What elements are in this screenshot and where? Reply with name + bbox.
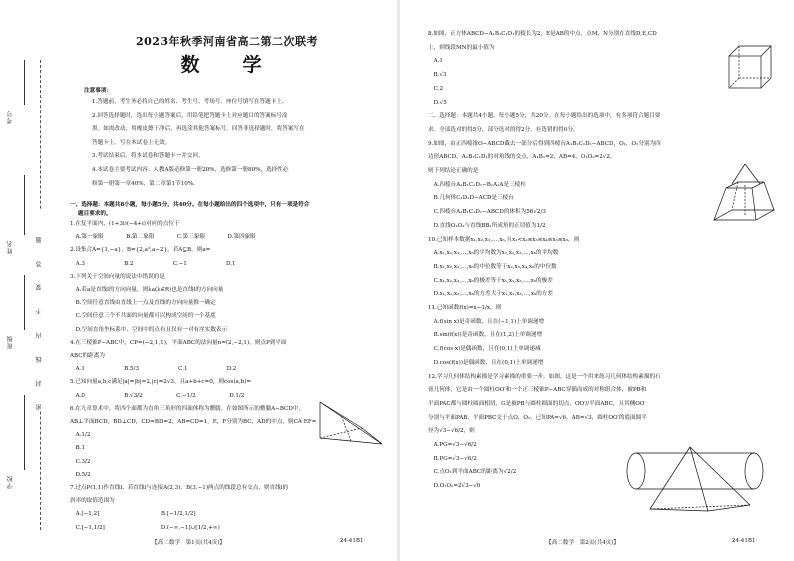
text-line: 分别与平面PAB，平面PBC交于点O，O₂，已知PA=√6，AB=√3，圆柱OO′的底面圆半 [428,414,647,421]
cube-figure [726,40,774,92]
text-line: 1.答题前，考生务必将自己的姓名、考生号、考场号、座位号填写在答题卡上。 [92,99,288,105]
text-line: 12.学习几何体结构素描是学习素描的重要一步。如图，这是一个用来练习几何体结构素描的石 [428,373,661,380]
text-line: D.O₁O₂=2√3−√6 [428,483,481,490]
text-line: B.几何体C₁D₁D−ACD是三棱台 [428,195,514,202]
frustum-figure [712,162,778,232]
text-line: 修第一册第一章40%，第二章第1节10%。 [92,180,199,187]
footer-code-left: ·24-41B1· [338,538,366,544]
text-line: B.√3 [428,72,447,79]
text-line: B.空间任意直线由直线上一点及直线的方向向量惟一确定 [70,300,216,307]
footer-page-right: 【高二数学 第2页(共4页)】 [546,540,620,546]
text-line: 黑。如需改动，用橡皮擦干净后，再选涂其他答案标号。回答非选择题时，将答案写在 [92,126,305,133]
text-line: A.3 B.2 C.−1 D.1 [70,260,236,267]
text-line: A.1 [428,58,443,65]
notes-heading: 注意事项： [84,88,112,94]
text-line: A.1 B.5/3 C.1 D.2 [70,366,237,373]
text-line: 边形ABCD，A₁B₁C₁D₁的对角线的交点，A₁B₁=2，AB=4，O₁O₂=2√2， [428,154,616,161]
text-line: 10.已知样本数据x₁,x₂,x₃,…,x₆,且x₁<x₂≤x₃≤x₄≤x₅≤x₆，则 [428,236,580,243]
text-line: C.[−1,1/2] D.(−∞,−1]∪[1/2,+∞) [70,524,220,531]
text-line: D.√5 [428,99,447,106]
text-line: B.1 [70,445,86,452]
text-line: 3.下列关于空间向量的说法中错误的是 [70,273,165,280]
text-line: 2.设集合A={1,−a}，B={2,a²,a−2}，若A⊆B，则a= [70,247,211,254]
section1-heading: 一、选择题：本题共8小题，每小题5分，共40分。在每小题给出的四个选项中，只有一项是符合 [70,202,310,208]
class-label: 班级 [7,335,14,349]
text-line: ABC的距离为 [70,353,105,359]
exam-no-label: 考号 [7,110,14,124]
text-line: 斜率的取值范围为 [70,498,115,505]
tetrahedron-figure [312,398,390,450]
text-line: 3.考试结束后，将本试卷和答题卡一并交回。 [92,153,204,160]
text-line: B.sin(f(x))是奇函数，且在(1,2)上单调递增 [428,332,543,339]
text-line: 膏几何体，它是由一个圆柱OO′和一个正三棱锥P−ABC穿插而成的对称组合体，被PB和 [428,387,647,394]
text-line: C.2 [428,85,444,92]
text-line: A.第一象限 B.第二象限 C.第三象限 D.第四象限 [70,234,256,241]
text-line: 径为√3−√6/2，则 [428,428,475,435]
text-line: 8.如图，正方体ABCD−A₁B₁C₁D₁的棱长为2，E是AB的中点，点M，N分别在直线D,E,CD [428,31,657,37]
footer-page-left: 【高二数学 第1页(共4页)】 [152,540,226,546]
text-line: A.四棱台A₁B₁C₁D₁−B₁A₁A是三棱柱 [428,181,526,188]
text-line: A.[−1,2] B.[−1/2,1/2] [70,511,196,518]
text-line: A.0 B.√3/2 C.−1/2 D.1/2 [70,392,245,399]
text-line: 11.已知函数f(x)=x−1/x，则 [428,305,502,311]
text-line: 二、选择题：本题共4小题，每小题5分，共20分。在每小题给出的选项中，有多项符合题目要 [428,113,661,120]
text-line: 答题卡上。写在本试卷上无效。 [92,139,171,146]
footer-code-right: ·24-41B1· [730,538,758,544]
text-line: AB⊥平面BCD，BD⊥CD，CD=BD=2，AB=CD=1，E，F分别为BC，AD的中点，则CA·EF= [70,419,317,425]
text-line: 9.如图，由正四棱锥O−ABCD截去一部分后得到四棱台A₁B₁C₁D₁−ABCD，O₁，O₂分别为四 [428,140,661,147]
text-line: 5.已知向量a,b,c满足|a|=|b|=2,|c|=2√3，且a+b+c=0，则cos⟨a,b⟩= [70,379,252,386]
text-line: D.x₁,x₂,x₃,…,x₆的方差大于x₁,x₂,x₃,…,x₆的方差 [428,291,553,298]
text-line: C.四棱台A₁B₁C₁D₁−ABCD的体积为56√2/3 [428,209,546,216]
text-line: 2.回答选择题时，选出每小题答案后，用铅笔把答题卡上对应题目的答案标号涂 [92,112,288,119]
text-line: C.x₁,x₂,x₃,…,x₆的极差等于x₁,x₂,x₃,…,x₆的极差 [428,277,553,284]
text-line: D.cos(f(x))是偶函数，且在(0,1)上单调递增 [428,359,544,366]
text-line: C.f(cos x)是偶函数，且在(0,1)上单调递减 [428,346,541,353]
name-label: 姓名 [7,240,14,254]
text-line: A.1/2 [70,432,91,439]
text-line: 求。全部选对的得5分，部分选对的得2分，有选错的得0分。 [428,126,579,133]
text-line: B.x₁,x₂,x₃,…,x₆的中位数等于x₂,x₃,x₄,x₅的中位数 [428,263,557,270]
exam-no-line [24,60,25,105]
cylinder-pyramid-figure [620,445,770,515]
text-line: A.x₁,x₂,x₃,…,x₆的平均数为x₁,x₂,x₃,…,x₆的平均数 [428,250,559,257]
text-line: 4.在三棱锥P−ABC中，CP=(−2,1,1)，平面ABC的法向量n=(2,−2,1)，则点P到平面 [70,339,287,346]
text-line: C.空间任意三个不共面的向量都可以构成空间的一个基底 [70,313,216,320]
seal-warning: 密 封 线 内 不 要 答 题 [35,210,44,410]
text-line: 7.过点P(1,1)作直线l，若直线l与连接A(2,3)，B(3,−1)两点的线段总有交点，则直线l的 [70,485,289,491]
text-line: D.5/2 [70,471,91,478]
text-line: D.直线O₁O₂与直线BB₁所成角的正切值为1/2 [428,222,546,229]
section1-heading-cont: 题目要求的。 [78,211,112,217]
name-line [24,175,25,235]
text-line: 1.在复平面内，(1+3i)(−4+i)对应的点位于 [70,221,180,227]
exam-title: 2023年秋季河南省高二第二次联考 [135,35,319,48]
text-line: C.点O₁到平面ABC的距离为√2/2 [428,469,517,476]
text-line: A.PG=√3−√6/2 [428,442,477,448]
text-line: 6.在九章算术中，将四个面都为直角三角形的四面体称为鳖臑。在如图所示的鳖臑A−BCD中， [70,405,305,412]
class-line [24,275,25,330]
text-line: A.若a是直线l的方向向量，则λa(λ∈R)也是直线l的方向向量 [70,287,224,293]
school-line [24,395,25,470]
text-line: 4.本试卷主要考试内容：人教A版必修第一册20%，选修第一册80%，选择性必 [92,167,289,173]
binding-margin [0,0,62,561]
exam-subject: 数 学 [180,54,274,76]
text-line: 则下列结论正确的是 [428,168,479,174]
page-right [400,0,794,561]
text-line: B.PG=√3−√6/2 [428,455,477,462]
school-label: 学校 [7,475,14,489]
text-line: D.空间直角坐标系中，空间中的点有且仅有一对有序实数表示 [70,326,228,333]
text-line: A.f(sin x)是奇函数，且在(−1,1)上单调递增 [428,318,545,325]
text-line: 平面PAC都与圆柱圆面相切，G是被PB与圆柱圆面的切点，OO′//平面ABC，且其侧OO′ [428,400,646,407]
text-line: 上，则线段MN的最小值为 [428,44,495,51]
text-line: C.3/2 [70,458,91,465]
